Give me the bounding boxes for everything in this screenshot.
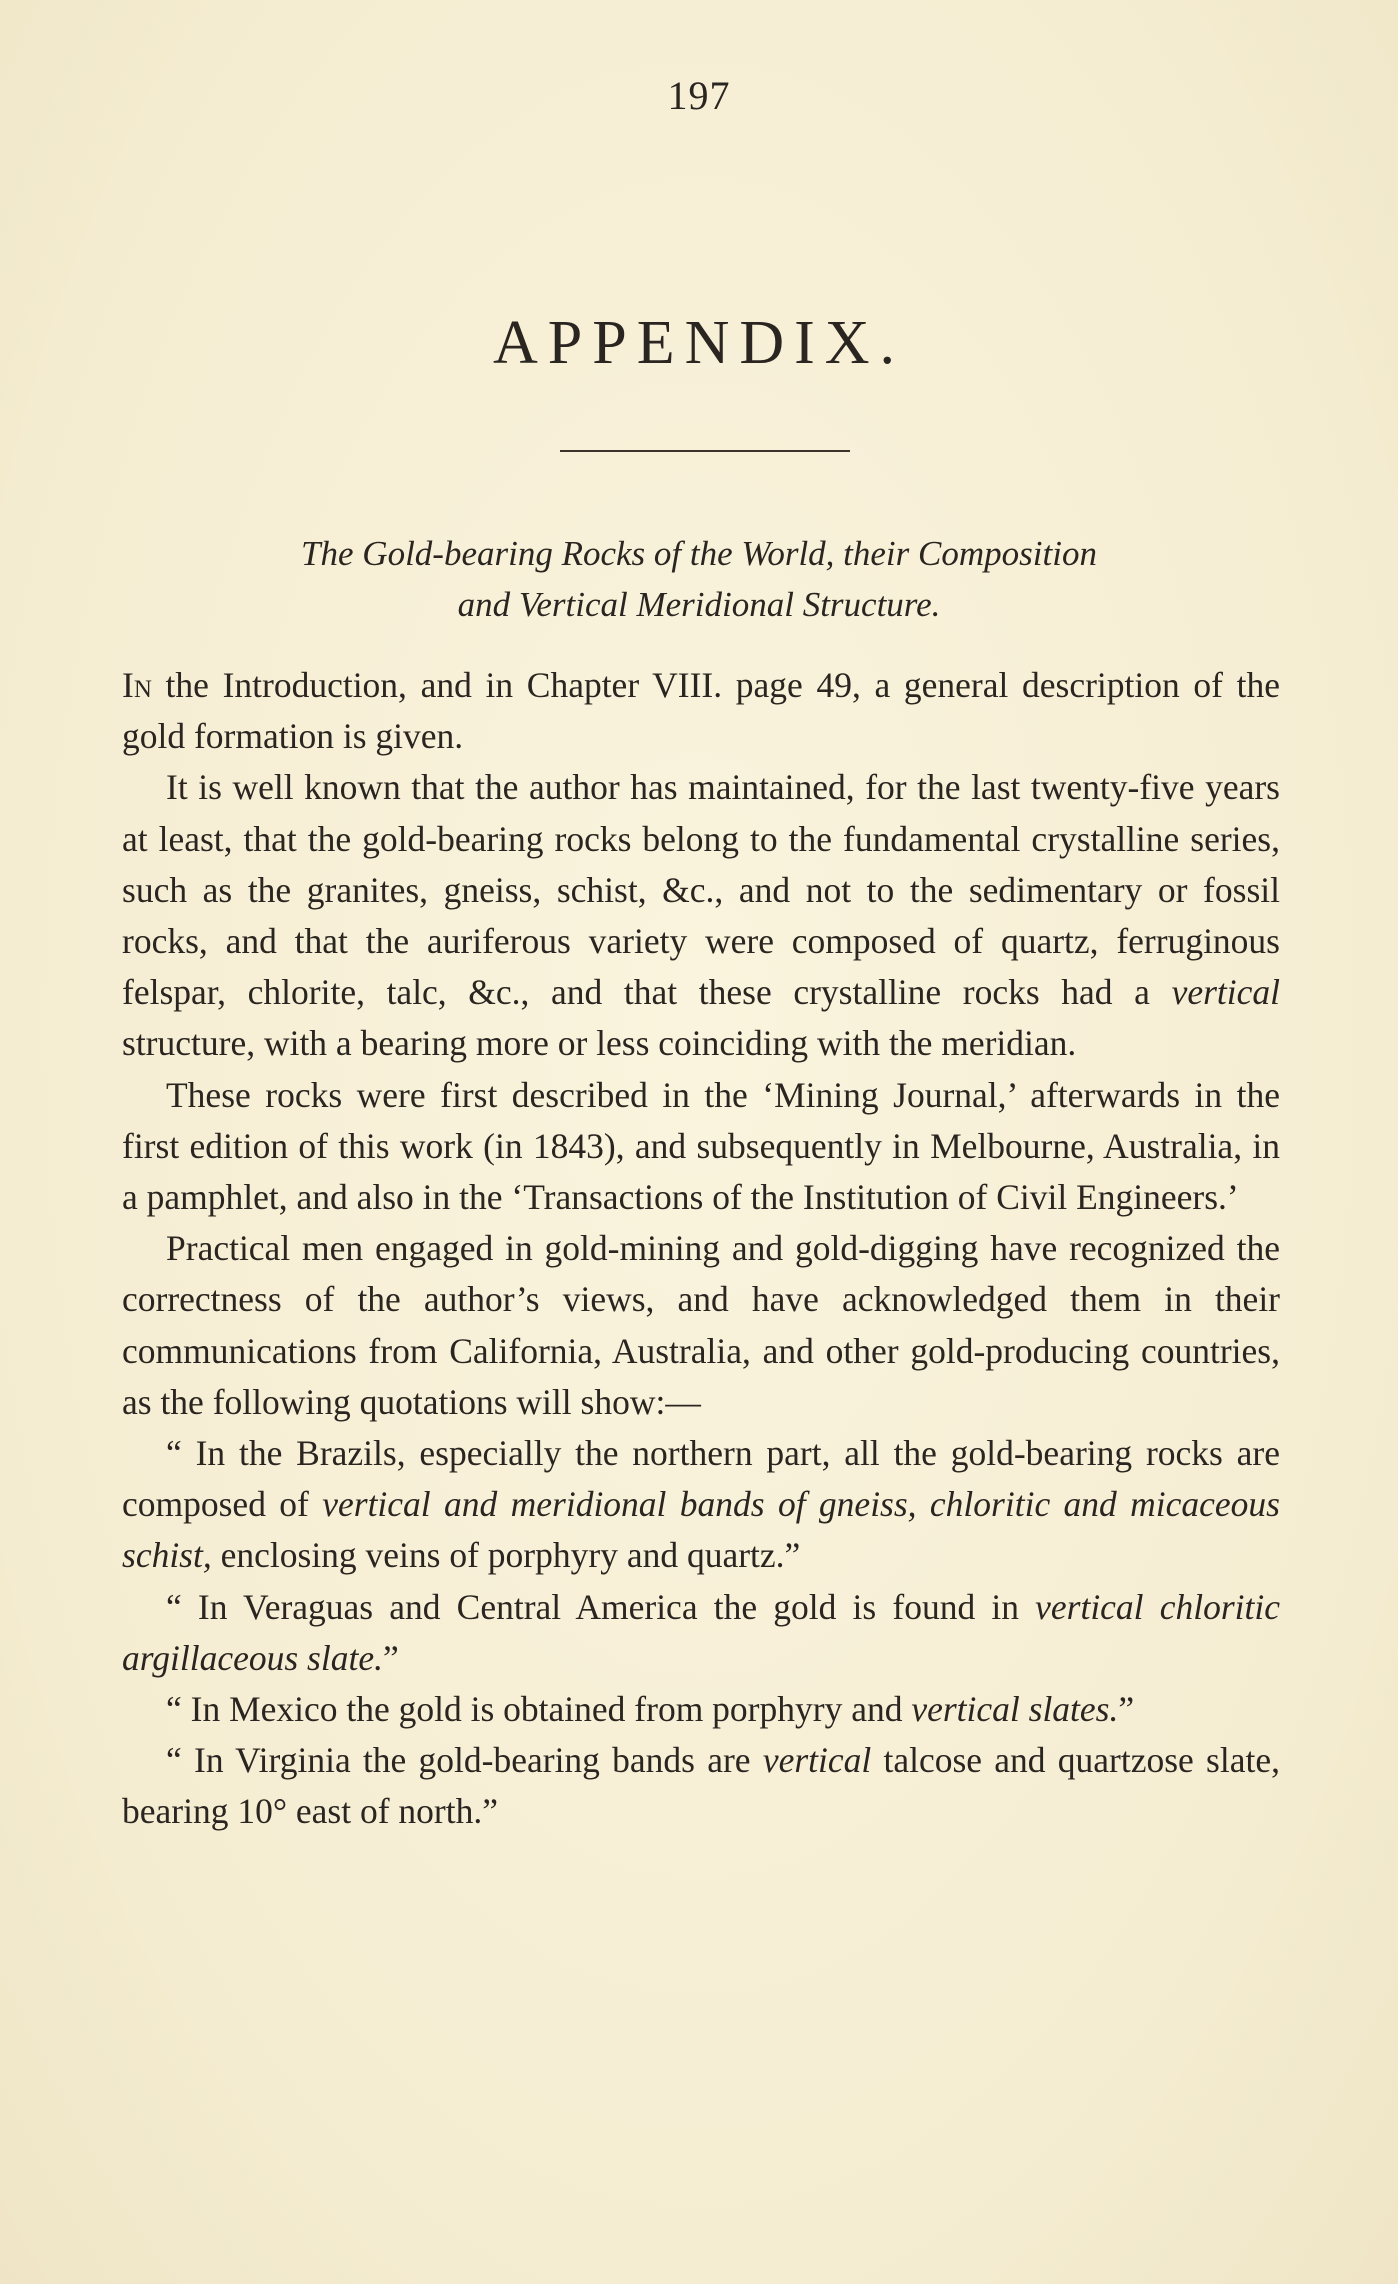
paragraph-practical-men: Practical men engaged in gold-mining and gold-digging have recognized the correctness of the author’s views, and have acknowledged them in their communications from California, Australia, and other gold-producing countries, as the following quotations will show:—	[122, 1228, 1280, 1422]
appendix-heading: APPENDIX.	[492, 309, 906, 377]
quote-text: “ In Virginia the gold-bearing bands are	[166, 1740, 763, 1781]
quote-text: ”	[1118, 1689, 1135, 1730]
quote-text: enclosing veins of porphyry and quartz.”	[211, 1535, 801, 1576]
section-subtitle	[120, 528, 1278, 630]
paragraph-text: It is well known that the author has maintained, for the last twenty-five years at least, that the gold-bearing rocks belong to the fundamental crystalline series, such as the granites, gneiss, schist, &c., and not to the sedimentary or fossil rocks, and that the auriferous variety were composed of quartz, ferruginous felspar, chlorite, talc, &c., and that these crystalline rocks had a	[122, 767, 1280, 1013]
quote-text: “ In Veraguas and Central America the gold is found in	[166, 1586, 1036, 1627]
quotation-virginia	[122, 1735, 1280, 1837]
quote-text: ”	[382, 1637, 399, 1678]
quotation-veraguas	[122, 1582, 1280, 1684]
paragraph-text: the Introduction, and in Chapter VIII. page 49, a general description of the gold formation is given.	[122, 665, 1280, 757]
quote-text: “ In the Brazils, especially the northern part, all the gold-bearing rocks are composed of	[122, 1433, 1280, 1525]
emphasis-text: vertical	[1171, 972, 1280, 1013]
paragraph-introduction	[122, 660, 1280, 762]
quotation-mexico	[122, 1684, 1280, 1735]
emphasis-text: vertical	[762, 1740, 872, 1781]
quote-text: “ In Mexico the gold is obtained from porphyry and	[166, 1689, 912, 1730]
subtitle-line-2: and Vertical Meridional Structure.	[457, 585, 941, 624]
paragraph-author-view	[122, 762, 1280, 1069]
quotation-brazils	[122, 1428, 1280, 1582]
subtitle-line-1: The Gold-bearing Rocks of the World, their Composition	[301, 534, 1097, 573]
emphasis-text: vertical and meridional bands of gneiss, chloritic and micaceous schist,	[122, 1484, 1280, 1576]
paragraph-publications: These rocks were first described in the ‘Mining Journal,’ afterwards in the first edition of this work (in 1843), and subsequently in Melbourne, Australia, in a pamphlet, and also in the ‘Transactions of the Institution of Civil Engineers.’	[122, 1074, 1280, 1218]
emphasis-text: vertical chloritic argillaceous slate.	[122, 1586, 1280, 1678]
heading-divider	[560, 450, 850, 452]
page-number: 197	[667, 73, 731, 118]
quote-text: talcose and quartzose slate, bearing 10° east of north.”	[122, 1740, 1280, 1832]
body-text	[122, 660, 1280, 1838]
emphasis-text: vertical slates.	[911, 1689, 1119, 1730]
paragraph-lead-word: In	[122, 665, 152, 705]
paragraph-text: structure, with a bearing more or less coinciding with the meridian.	[122, 1023, 1077, 1064]
